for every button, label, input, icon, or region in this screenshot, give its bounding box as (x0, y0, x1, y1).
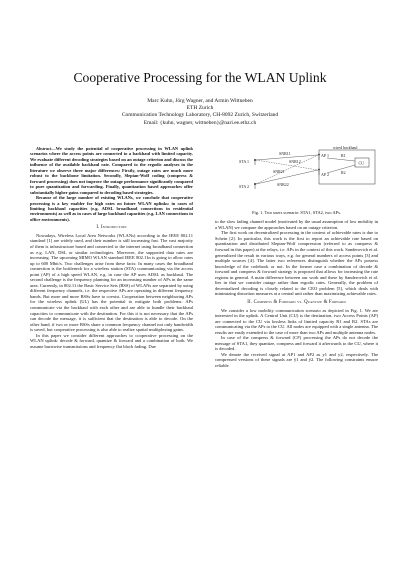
affiliation: ETH Zurich (186, 105, 214, 112)
backhaul-label: wired backhaul (333, 146, 358, 150)
left-column (30, 146, 193, 349)
ap2-node (318, 169, 320, 171)
ap2-label: AP 2 (321, 172, 329, 177)
section2-paragraph-3: We denote the received signal at AP1 and AP2 as y1 and y2, respectively. The compressed versions of these signals are ŷ1 and ŷ2. The following constraints ensure reliable (215, 351, 378, 368)
lab-address: Communication Technology Laboratory, CH-8092 Zurich, Switzerland (121, 112, 279, 119)
snr11-label: SNR11 (279, 151, 291, 156)
right-paragraph-1: The first work on decentralized processing in the context of achievable rates is due to Schein [2]. In particular, this work is the first to report an achievable rate based on quantization and distributed Slepian-Wolf compression (referred to as compress & forward in this paper) at the relays, i.e. APs in the context of this work. Sanderovich et al. generalized the result in various ways, e.g. for general numbers of access points [3] and multiple sources [4]. The latter two references distinguish whether the APs possess knowledge of the codebook or not. In the former case a combination of decode & forward and compress & forward strategy is proposed that allows for increasing the rate regions in general. A main difference between our work and these by Sanderovich et al. lies in that we consider outage rather than ergodic rates. Generally, the problem of decentralized decoding is closely related to the CEO problem [5], which deals with minimizing distortion measures at a central unit rather than maximizing achievable rates. (215, 230, 378, 297)
abstract-paragraph (30, 146, 193, 195)
sta1-label: STA 1 (239, 159, 250, 164)
intro-paragraph-2: In this paper we consider different approaches to cooperative processing on the WLAN uplink: decode & forward, quantize & forward and a combination of both. We assume burstwise transmissions and frequency flat block fading. Due (30, 332, 193, 349)
r2-label: R2 (341, 170, 346, 175)
section2-paragraph-2: In case of the compress & forward (CF) processing the APs do not decode the message of STA1, they quantize, compress and forward it afterwards to the CU, where it is decoded. (215, 335, 378, 352)
link-12 (256, 160, 318, 170)
figure-caption: Fig. 1. Two users scenario: STA1, STA2, two APs. (252, 210, 341, 215)
right-paragraph-0: to the slow fading channel model (motivated by the usual assumption of low mobility in a WLAN) we compare the approaches based on an outage criterion. (215, 219, 378, 230)
cu-label: CU (358, 160, 365, 166)
right-column (215, 146, 378, 369)
figure-1 (215, 146, 378, 208)
paper-title: Cooperative Processing for the WLAN Uplink (73, 70, 327, 85)
system-diagram (215, 146, 378, 208)
abstract-text: —We study the potential of cooperative processing in WLAN uplink scenarios where the access points are connected to a backhaul with limited capacity. We evaluate different decoding strategies based on an outage criterion and discuss the influence of the available backhaul rate. Compared to the ergodic analyses in the literature we observe three major differences: Firstly, outage rates are much more robust to the backbone limitation. Secondly, Slepian-Wolf coding (compress & forward processing) does not improve the outage performance significantly compared to pure quantization and forwarding. Finally, quantization based approaches offer substantially higher gains compared to decoding based strategies. (30, 146, 193, 195)
section-heading-2: II. Compress & Forward vs. Quantize & Forward (247, 299, 346, 305)
abstract-label: Abstract (36, 146, 52, 151)
snr12-label: SNR12 (289, 159, 301, 164)
intro-paragraph-1: Nowadays, Wireless Local Area Networks (WLANs) according to the IEEE 802.11 standard [1] are widely used, and their number is still increasing fast. The vast majority of them is infrastructure based and connected to the internet using broadband connection as e.g. LAN, DSL or similar technologies. Moreover, the supported data rates are increasing. The upcoming MIMO WLAN standard IEEE 802.11n is going to allow rates up to 600 Mbit/s. Two challenges arise from these facts: In many cases the broadband connection is the bottleneck for a wireless station (STA) communicating via the access point (AP) of a high speed WLAN, e.g. in case the AP uses ADSL as backhaul. The second challenge is the frequency planning for an increasing number of APs in the same area. Currently, in 802.11 the Basic Service Sets (BSS) of WLANs are separated by using different frequency channels, i.e. the respective APs are operating in different frequency bands. But more and more BSSs have to coexist. Cooperation between neighboring APs for the wireless uplink (UL) has the potential to mitigate both problems: APs communicate via the backhaul with each other and are able to bundle their backhaul capacities to communicate with the destination. For this it is not necessary that the APs can decode the message, it is sufficient that the destination is able to decode. On the other hand, if two or more BSSs share a common frequency channel not only bandwidth is saved, but cooperative processing is also able to realize spatial multiplexing gains. (30, 232, 193, 333)
author-names: Marc Kuhn, Jörg Wagner, and Armin Wittneben (147, 98, 253, 104)
section-heading-intro: I. Introduction (96, 225, 127, 231)
snr22-label: SNR22 (277, 182, 289, 187)
r1-label: R1 (341, 153, 346, 158)
sta2-label: STA 2 (239, 184, 250, 189)
ap1-label: AP 1 (321, 153, 329, 158)
abstract-paragraph-2: Because of the large number of existing WLANs, we conclude that cooperative processing is a key enabler for high rates on future WLAN uplinks: in cases of limiting backhaul capacities (e.g. ADSL broadband connections in residential environments) as well as in cases of large backhaul capacities (e.g. LAN connections in office environments). (30, 195, 193, 222)
author-block (20, 98, 380, 127)
email: Email: {kuhn, wagner, wittneben}@nari.ee.ethz.ch (143, 119, 257, 126)
section2-paragraph-1: We consider a low mobility communication scenario as depicted in Fig. 1. We are interested in the uplink. A Central Unit (CU) is the destination, two Access Points (AP) are connected to the CU via lossless links of limited capacity R1 and R2. STAs are communicating via the APs to the CU. All nodes are equipped with a single antenna. The results are easily extended to the case of more than two APs and multiple antenna nodes. (215, 307, 378, 335)
snr21-label: SNR21 (273, 169, 285, 174)
ap1-node (318, 154, 320, 156)
ap1-link (327, 158, 355, 161)
